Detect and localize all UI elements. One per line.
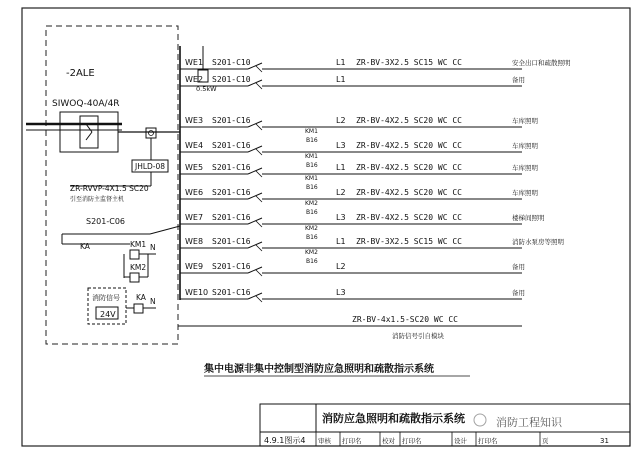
circuit-id: WE6 xyxy=(185,188,204,197)
circuit-use-label: 车库照明 xyxy=(512,117,538,125)
relay-label: KM2 xyxy=(305,249,318,256)
panel-name: -2ALE xyxy=(66,68,95,79)
circuit-phase-label: L3 xyxy=(336,288,346,297)
page-number: 31 xyxy=(600,437,609,445)
breaker-cross-icon xyxy=(256,66,262,72)
circuit-breaker-label: S201-C16 xyxy=(212,288,251,297)
diagram-caption: 集中电源非集中控制型消防应急照明和疏散指示系统 xyxy=(204,364,434,375)
small-load-label: 0.5kW xyxy=(196,85,217,93)
relay-label: KM2 xyxy=(305,225,318,232)
circuit-cable-label: ZR-BV-3X2.5 SC15 WC CC xyxy=(356,237,462,246)
circuit-phase-label: L1 xyxy=(336,58,346,67)
circuit-phase-label: L2 xyxy=(336,188,346,197)
circuit-phase-label: L2 xyxy=(336,262,346,271)
circuit-cable-label: ZR-BV-4X2.5 SC20 WC CC xyxy=(356,188,462,197)
breaker-cross-icon xyxy=(256,196,262,202)
circuit-phase-label: L1 xyxy=(336,237,346,246)
signal-cable-note: 消防信号引自模块 xyxy=(392,332,444,340)
relay-label: KM1 xyxy=(305,153,318,160)
km1-label: KM1 xyxy=(130,240,147,249)
breaker-cross-icon xyxy=(256,171,262,177)
km2-label: KM2 xyxy=(130,263,147,272)
circuit-phase-label: L3 xyxy=(336,213,346,222)
circuit-breaker-label: S201-C10 xyxy=(212,58,251,67)
main-switch-box xyxy=(60,112,118,152)
ka-label: KA xyxy=(80,242,90,251)
circuit-id: WE8 xyxy=(185,237,204,246)
circuit-id: WE2 xyxy=(185,75,204,84)
circuit-cable-label: ZR-BV-4X2.5 SC20 WC CC xyxy=(356,213,462,222)
relay-label: KM2 xyxy=(305,200,318,207)
circuit-phase-label: L1 xyxy=(336,163,346,172)
circuit-id: WE1 xyxy=(185,58,204,67)
junction-box-label: JHLD-08 xyxy=(135,162,166,171)
ka-coil-label: KA xyxy=(136,293,146,302)
title-block-cell: 打印名 xyxy=(478,437,498,445)
relay-contact-label: B16 xyxy=(306,184,318,191)
control-breaker-label: S201-C06 xyxy=(86,217,125,226)
breaker-cross-icon xyxy=(256,149,262,155)
neutral-label: N xyxy=(150,243,156,252)
circuit-cable-label: ZR-BV-4X2.5 SC20 WC CC xyxy=(356,141,462,150)
breaker-cross-icon xyxy=(256,221,262,227)
incoming-cable-note: 引至消防主监督主机 xyxy=(70,196,125,203)
circuit-cable-label: ZR-BV-4X2.5 SC20 WC CC xyxy=(356,116,462,125)
relay-label: KM1 xyxy=(305,175,318,182)
relay-contact-label: B16 xyxy=(306,162,318,169)
circuit-use-label: 备用 xyxy=(512,263,525,271)
circuit-breaker-label: S201-C10 xyxy=(212,75,251,84)
title-block-cell: 打印名 xyxy=(342,437,362,445)
circuit-id: WE7 xyxy=(185,213,204,222)
main-switch-label: SIWOQ-40A/4R xyxy=(52,99,120,109)
circuit-use-label: 楼梯间照明 xyxy=(512,214,545,222)
breaker-cross-icon xyxy=(256,270,262,276)
ka-neutral-label: N xyxy=(150,297,156,306)
circuit-use-label: 消防水泵房等照明 xyxy=(512,238,564,246)
breaker-cross-icon xyxy=(256,124,262,130)
relay-contact-label: B16 xyxy=(306,258,318,265)
circuit-use-label: 备用 xyxy=(512,76,525,84)
circuit-breaker-label: S201-C16 xyxy=(212,188,251,197)
circuit-id: WE10 xyxy=(185,288,209,297)
circuit-cable-label: ZR-BV-3X2.5 SC15 WC CC xyxy=(356,58,462,67)
circuit-breaker-label: S201-C16 xyxy=(212,116,251,125)
fire-signal-label: 消防信号 xyxy=(92,294,120,302)
km1-coil xyxy=(130,250,139,259)
signal-module-icon xyxy=(146,128,156,138)
title-block-cell: 审核 xyxy=(318,437,331,445)
breaker-cross-icon xyxy=(256,83,262,89)
circuit-use-label: 安全出口和疏散照明 xyxy=(512,59,571,67)
circuit-cable-label: ZR-BV-4X2.5 SC20 WC CC xyxy=(356,163,462,172)
main-switch-element xyxy=(80,116,98,148)
circuit-use-label: 车库照明 xyxy=(512,164,538,172)
title-block-title: 消防应急照明和疏散指示系统 xyxy=(322,412,465,425)
breaker-cross-icon xyxy=(256,245,262,251)
circuit-breaker-label: S201-C16 xyxy=(212,237,251,246)
title-block-cell: 设计 xyxy=(454,437,467,445)
km2-coil xyxy=(130,273,139,282)
incoming-cable-label: ZR-RVVP-4X1.5 SC20 xyxy=(70,184,149,193)
relay-label: KM1 xyxy=(305,128,318,135)
relay-contact-label: B16 xyxy=(306,209,318,216)
figure-number: 4.9.1图示4 xyxy=(264,436,306,445)
circuit-id: WE9 xyxy=(185,262,204,271)
signal-voltage-label: 24V xyxy=(100,310,116,319)
title-block-cells xyxy=(316,432,549,446)
circuit-use-label: 车库照明 xyxy=(512,142,538,150)
title-block-cell: 打印名 xyxy=(402,437,422,445)
circuit-id: WE5 xyxy=(185,163,204,172)
signal-cable-label: ZR-BV-4x1.5-SC20 WC CC xyxy=(352,315,458,324)
circuit-breaker-label: S201-C16 xyxy=(212,141,251,150)
circuit-breaker-label: S201-C16 xyxy=(212,262,251,271)
circuit-breaker-label: S201-C16 xyxy=(212,163,251,172)
sheet-border xyxy=(22,8,630,446)
title-block-cell: 校对 xyxy=(382,437,395,445)
circuit-id: WE3 xyxy=(185,116,204,125)
circuit-phase-label: L3 xyxy=(336,141,346,150)
circuit-breaker-label: S201-C16 xyxy=(212,213,251,222)
watermark-logo-icon xyxy=(474,414,486,426)
ka-coil xyxy=(134,304,143,313)
breaker-cross-icon xyxy=(256,296,262,302)
relay-contact-label: B16 xyxy=(306,137,318,144)
circuit-phase-label: L2 xyxy=(336,116,346,125)
circuit-id: WE4 xyxy=(185,141,204,150)
circuit-use-label: 备用 xyxy=(512,289,525,297)
relay-contact-label: B16 xyxy=(306,234,318,241)
circuits-group xyxy=(180,58,571,302)
circuit-use-label: 车库照明 xyxy=(512,189,538,197)
title-block-cell: 页 xyxy=(542,437,549,445)
circuit-phase-label: L1 xyxy=(336,75,346,84)
watermark-text: 消防工程知识 xyxy=(496,416,562,429)
